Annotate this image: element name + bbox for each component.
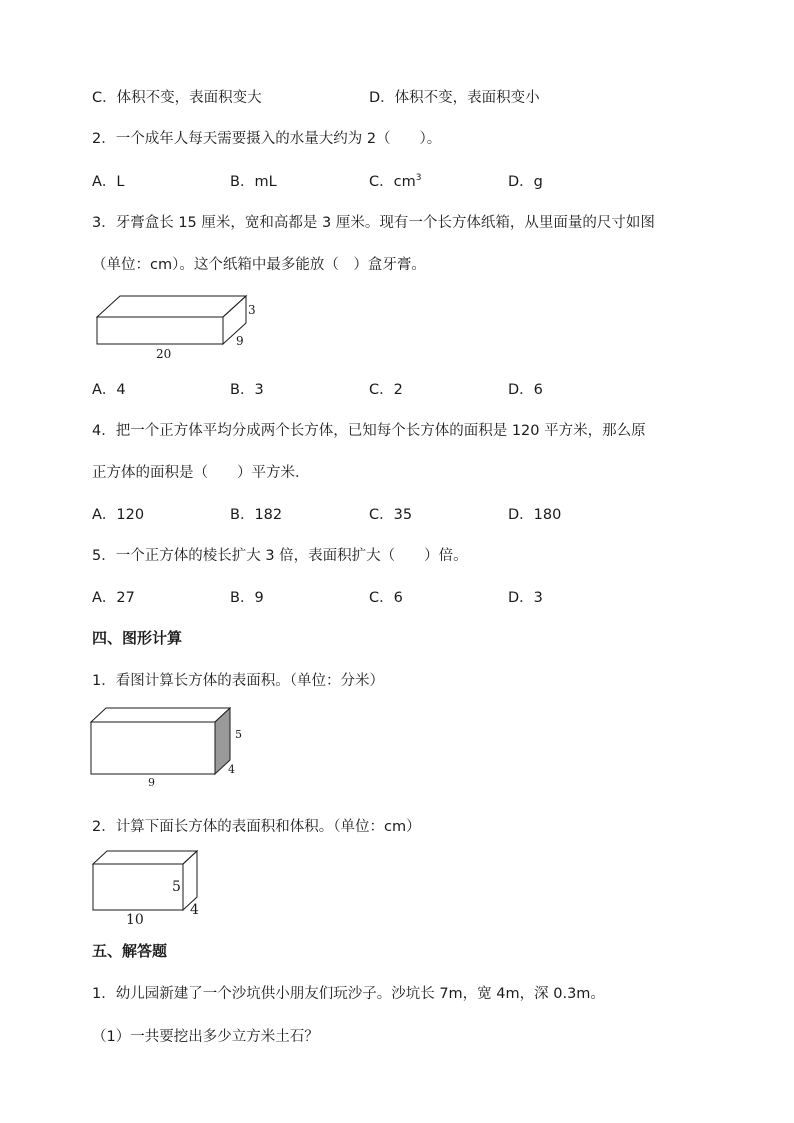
cuboid-top-face: [97, 296, 246, 317]
height-label: 5: [172, 879, 181, 895]
question-2-text: 2．一个成年人每天需要摄入的水量大约为 2（ ）。: [92, 131, 442, 147]
question-4-text-line1: 4．把一个正方体平均分成两个长方体，已知每个长方体的面积是 120 平方米，那么原: [92, 423, 646, 439]
q2-option-d[interactable]: D．g: [508, 174, 543, 190]
q3-cuboid-figure: [90, 290, 270, 365]
q2-option-c-label: C．cm: [369, 174, 416, 190]
q5-option-d[interactable]: D．3: [508, 590, 543, 606]
q3-option-c[interactable]: C．2: [369, 382, 403, 398]
q5-option-b[interactable]: B．9: [230, 590, 264, 606]
q3-option-d[interactable]: D．6: [508, 382, 543, 398]
height-label: 3: [248, 303, 256, 317]
question-3-text-line2: （单位：cm）。这个纸箱中最多能放（ ）盒牙膏。: [92, 257, 426, 273]
length-label: 10: [126, 912, 144, 928]
cuboid-front-face: [91, 722, 215, 774]
question-5-text: 5．一个正方体的棱长扩大 3 倍，表面积扩大（ ）倍。: [92, 548, 468, 564]
section-4-q1-cuboid-figure: [88, 702, 258, 792]
q4-option-c[interactable]: C．35: [369, 507, 413, 523]
section-4-question-1-text: 1．看图计算长方体的表面积。（单位：分米）: [92, 673, 384, 689]
q3-option-a[interactable]: A．4: [92, 382, 126, 398]
q2-option-c[interactable]: [369, 170, 421, 191]
section-5-title: 五、解答题: [92, 942, 168, 960]
section-4-q2-cuboid-figure: [88, 848, 218, 930]
q5-option-c[interactable]: C．6: [369, 590, 403, 606]
cuboid-top-face: [93, 851, 197, 864]
question-4-text-line2: 正方体的面积是（ ）平方米．: [92, 465, 310, 481]
length-label: 20: [156, 347, 172, 361]
option-d[interactable]: D．体积不变，表面积变小: [369, 90, 540, 106]
q5-option-a[interactable]: A．27: [92, 590, 135, 606]
section-5-question-1-sub1: （1）一共要挖出多少立方米土石？: [92, 1029, 319, 1045]
option-c[interactable]: C．体积不变，表面积变大: [92, 90, 262, 106]
cuboid-front-face: [93, 864, 183, 910]
question-3-text-line1: 3．牙膏盒长 15 厘米，宽和高都是 3 厘米。现有一个长方体纸箱，从里面量的尺寸如图: [92, 215, 655, 231]
q2-option-a[interactable]: A．L: [92, 174, 125, 190]
q3-option-b[interactable]: B．3: [230, 382, 264, 398]
section-5-question-1-text: 1．幼儿园新建了一个沙坑供小朋友们玩沙子。沙坑长 7m，宽 4m，深 0.3m。: [92, 986, 605, 1002]
cuboid-front-face: [97, 317, 223, 344]
section-4-question-2-text: 2．计算下面长方体的表面积和体积。（单位：cm）: [92, 819, 421, 835]
cuboid-top-face: [91, 708, 230, 722]
width-label: 9: [236, 334, 244, 348]
q4-option-a[interactable]: A．120: [92, 507, 145, 523]
height-label: 5: [235, 728, 242, 741]
width-label: 4: [190, 902, 199, 918]
q2-option-c-superscript: 3: [415, 173, 422, 184]
q2-option-b[interactable]: B．mL: [230, 174, 277, 190]
section-4-title: 四、图形计算: [92, 629, 183, 647]
width-label: 4: [228, 763, 235, 776]
q4-option-b[interactable]: B．182: [230, 507, 283, 523]
q4-option-d[interactable]: D．180: [508, 507, 562, 523]
length-label: 9: [148, 776, 155, 789]
